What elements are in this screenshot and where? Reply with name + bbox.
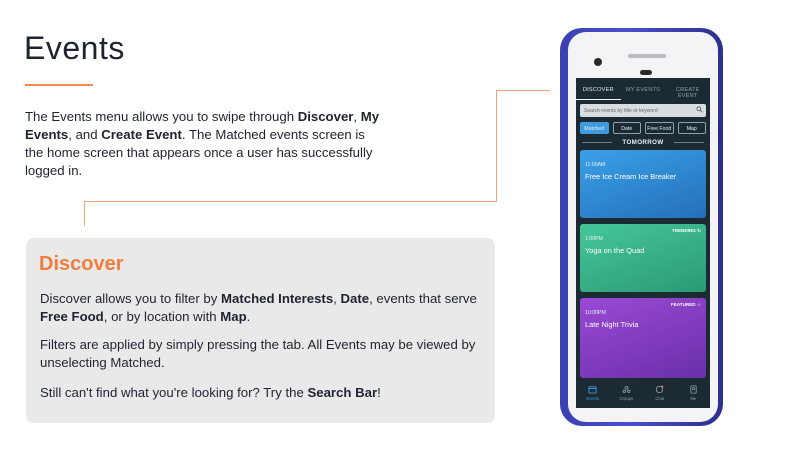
event-tabs — [576, 78, 710, 100]
profile-icon — [689, 385, 698, 394]
event-time: 1:00PM — [585, 236, 603, 242]
event-card[interactable] — [580, 298, 706, 378]
panel-paragraph-tabs: Filters are applied by simply pressing the tab. All Events may be viewed by unselecting Matched. — [40, 337, 476, 370]
intro-paragraph: The Events menu allows you to swipe through Discover, My Events, and Create Event. The Matched events screen is the home screen that appears once a user has successfully logged in. — [25, 109, 380, 178]
search-input[interactable] — [580, 104, 706, 117]
title-underline — [25, 84, 93, 86]
nav-label: Chat — [655, 396, 665, 401]
nav-me[interactable] — [677, 381, 711, 408]
tab-create-event[interactable]: CREATE EVENT — [675, 87, 700, 99]
nav-chat[interactable] — [643, 381, 677, 408]
event-title: Late Night Trivia — [585, 320, 639, 329]
filter-date[interactable]: Date — [613, 122, 642, 134]
page-title: Events — [24, 30, 125, 66]
featured-badge: FEATURED ☆ — [670, 302, 701, 307]
filter-free-food[interactable]: Free Food — [645, 122, 674, 134]
panel-paragraph-search: Still can't find what you're looking for? Try the Search Bar! — [40, 385, 381, 400]
day-divider-right — [674, 142, 704, 143]
nav-groups[interactable] — [610, 381, 644, 408]
star-icon: ☆ — [696, 302, 701, 307]
chat-icon — [655, 385, 664, 394]
nav-label: Groups — [619, 396, 634, 401]
filter-matched[interactable]: Matched — [580, 122, 609, 134]
day-header: TOMORROW — [622, 139, 664, 146]
calendar-icon — [588, 385, 597, 394]
nav-label: Me — [690, 396, 697, 401]
connector-line-top — [496, 90, 550, 91]
event-time: 10:00PM — [585, 310, 606, 316]
event-time: 11:00AM — [585, 162, 606, 168]
trending-icon: ↻ — [697, 228, 701, 233]
tab-discover[interactable]: DISCOVER — [576, 78, 621, 100]
search-icon[interactable] — [696, 106, 703, 113]
event-card[interactable] — [580, 150, 706, 218]
panel-title: Discover — [39, 253, 124, 275]
panel-paragraph-filters: Discover allows you to filter by Matched Interests, Date, events that serve Free Food, or by location with Map. — [40, 291, 477, 324]
search-placeholder: Search events by title or keyword — [584, 107, 658, 114]
connector-line-horizontal — [84, 201, 497, 202]
connector-line-vertical-right — [496, 90, 497, 202]
discover-panel — [26, 238, 495, 423]
filter-map[interactable]: Map — [678, 122, 707, 134]
event-title: Free Ice Cream Ice Breaker — [585, 172, 677, 181]
bottom-nav — [576, 381, 710, 408]
tab-my-events[interactable]: MY EVENTS — [625, 87, 661, 93]
nav-events[interactable] — [576, 381, 610, 408]
filter-chips — [580, 122, 706, 134]
nav-label: Events — [586, 396, 600, 401]
event-title: Yoga on the Quad — [585, 246, 645, 255]
connector-line-vertical-left — [84, 201, 85, 226]
event-card[interactable] — [580, 224, 706, 292]
groups-icon — [622, 385, 631, 394]
app-screen — [576, 78, 710, 408]
trending-badge: TRENDING ↻ — [671, 228, 701, 233]
